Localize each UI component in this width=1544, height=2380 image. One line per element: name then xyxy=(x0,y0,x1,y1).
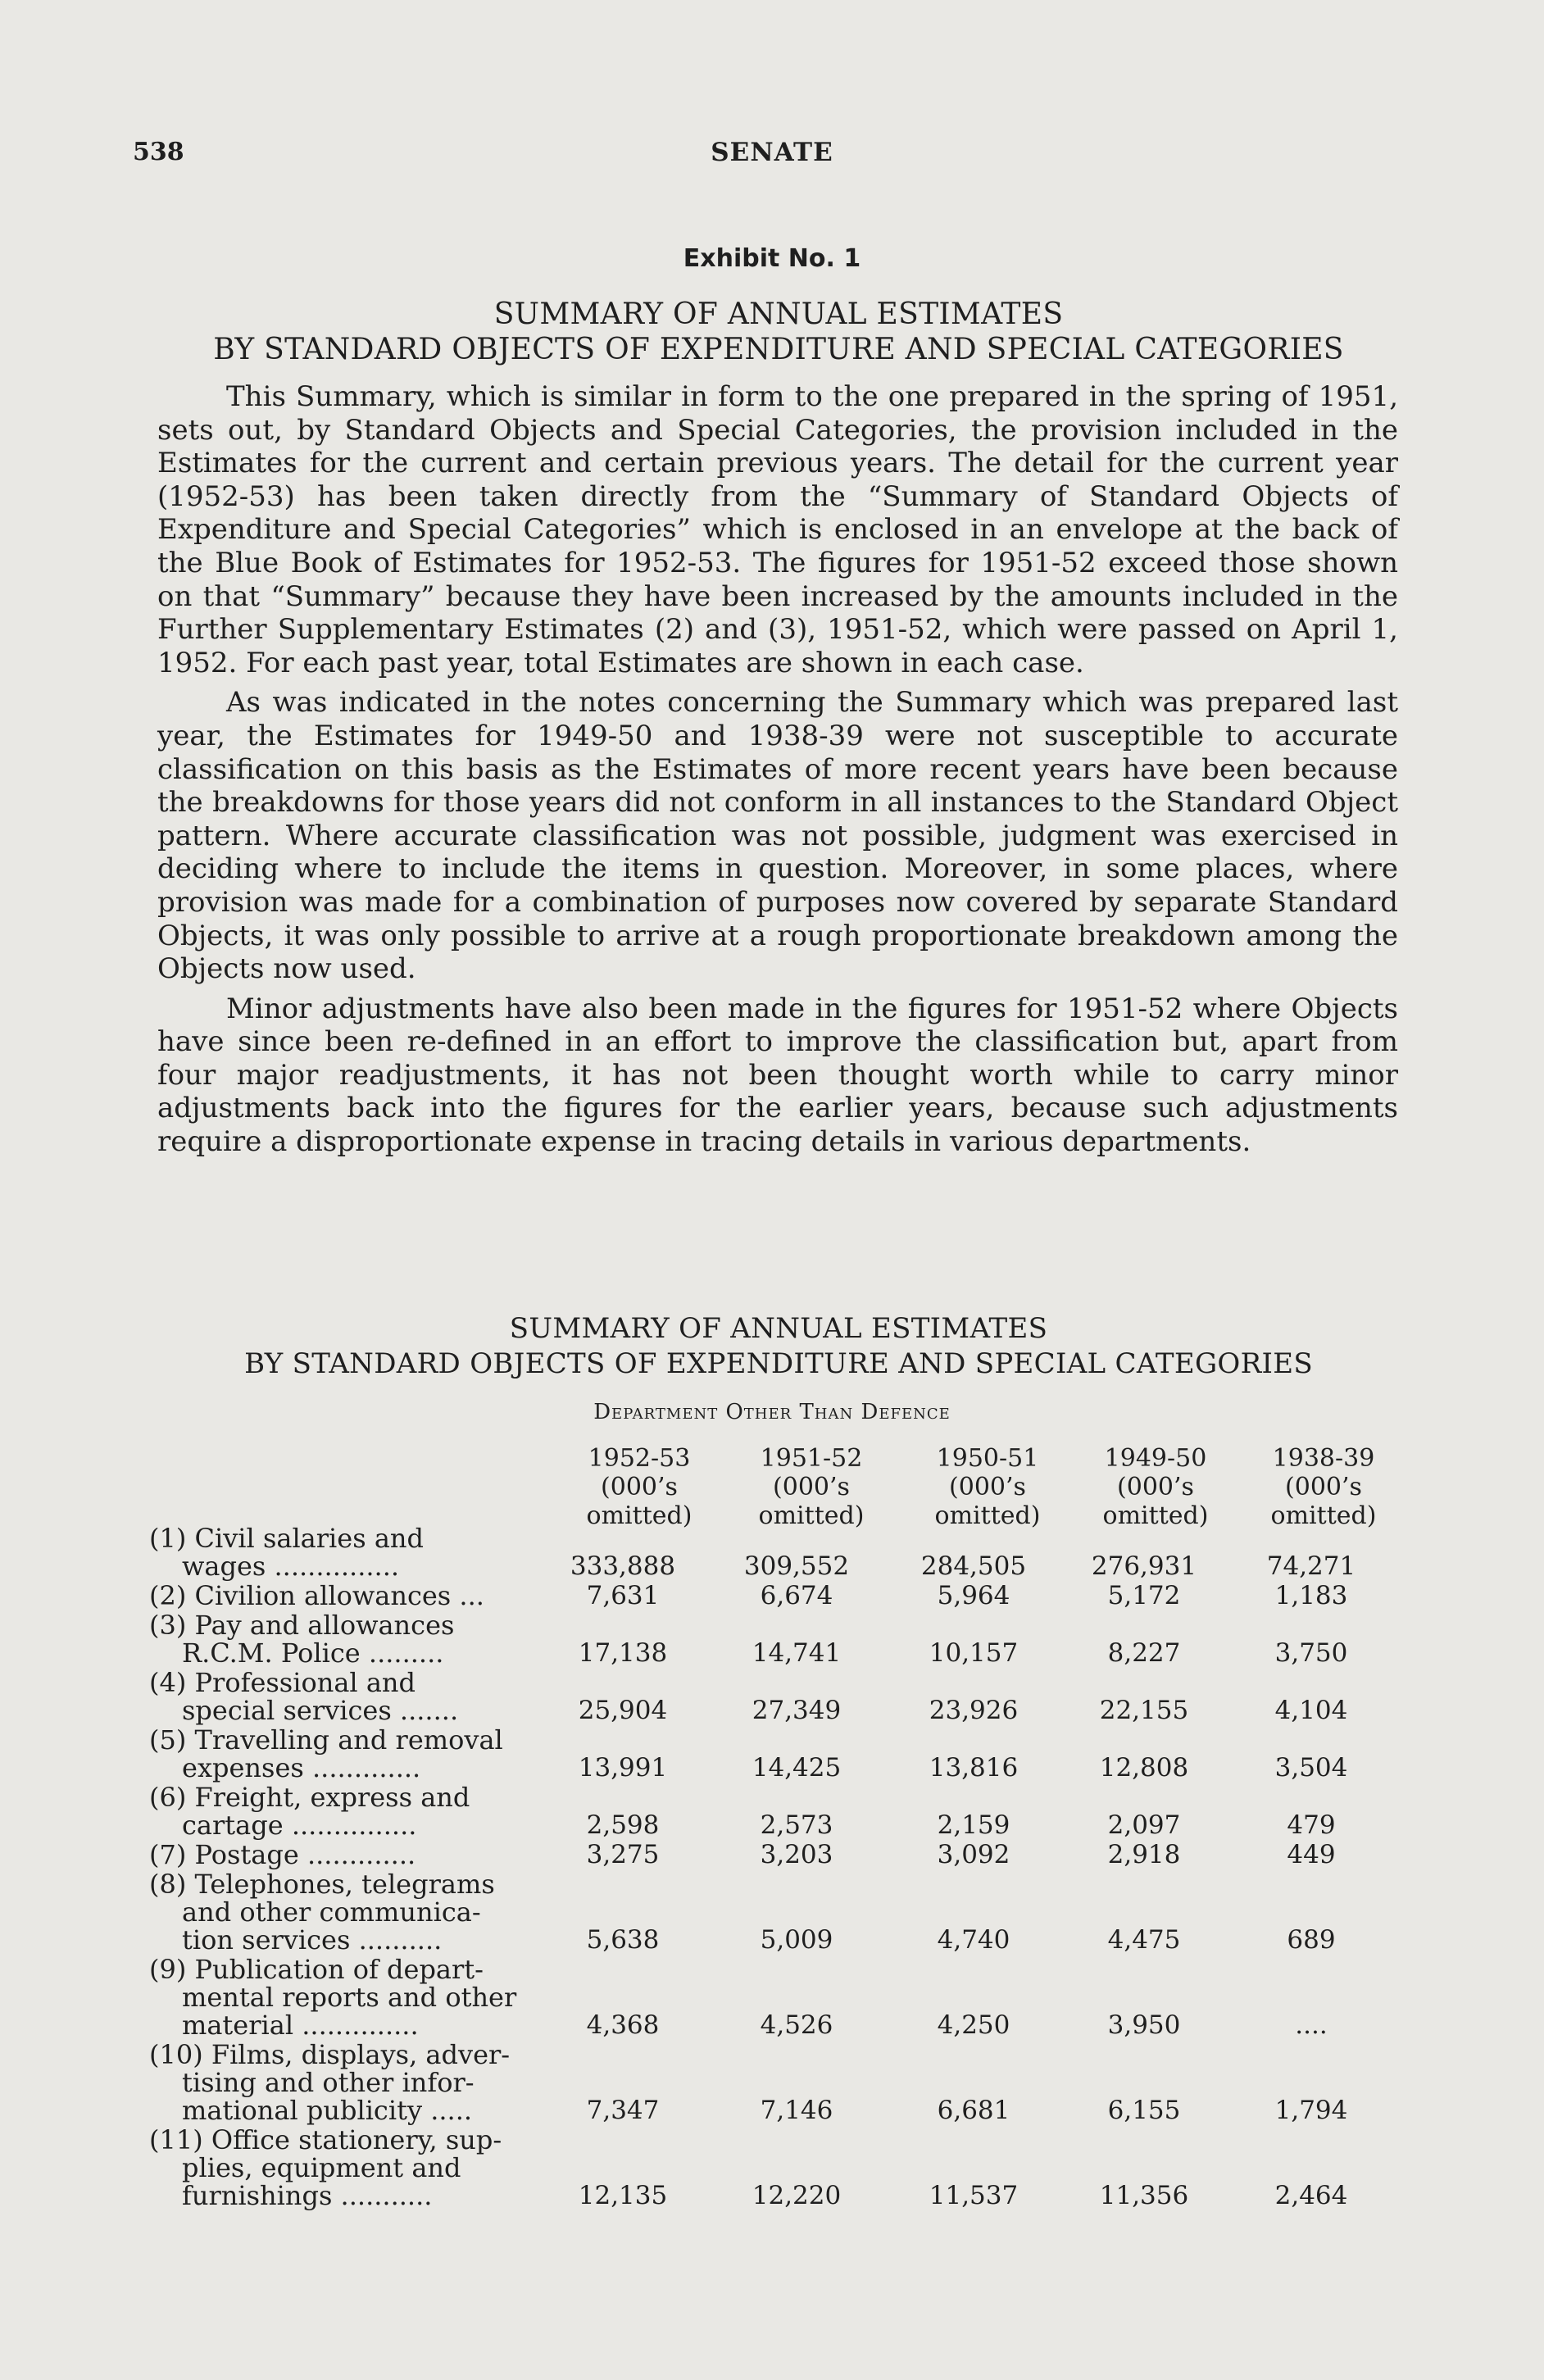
row-label-line: (6) Freight, express and xyxy=(149,1782,470,1813)
cell-value: 4,104 xyxy=(1274,1696,1348,1725)
estimates-table xyxy=(149,1524,1403,2211)
row-label xyxy=(149,1582,534,1610)
row-label-line: (1) Civil salaries and xyxy=(149,1523,424,1554)
cell-value: 6,681 xyxy=(937,2096,1010,2125)
row-label-line: wages ............... xyxy=(182,1551,400,1582)
column-unit: omitted) xyxy=(1102,1501,1209,1530)
paragraph-2: As was indicated in the notes concerning the Summary which was prepared last year, the Estimates for 1949-50 and 1938-39 were not susceptible to accurate classification on this basis as the Estimates of more recent years have been because the breakdowns for those years did not conform in all instances to the Standard Object pattern. Where accurate classification was not possible, judgment was exercised in deciding where to include the items in question. Moreover, in some places, where provision was made for a combination of purposes now covered by separate Standard Objects, it was only possible to arrive at a rough proportionate breakdown among the Objects now used. xyxy=(157,686,1398,986)
row-label-line: (3) Pay and allowances xyxy=(149,1610,455,1641)
cell-value: 10,157 xyxy=(929,1638,1019,1668)
cell-value: 12,808 xyxy=(1099,1753,1189,1783)
row-label-line: (10) Films, displays, adver- xyxy=(149,2039,511,2070)
row-label xyxy=(149,2041,534,2124)
table-row xyxy=(149,2041,1403,2124)
table-row xyxy=(149,1611,1403,1667)
cell-value: 4,740 xyxy=(937,1925,1010,1955)
cell-value: 449 xyxy=(1287,1840,1336,1869)
page-header xyxy=(0,138,1544,179)
cell-value: 12,135 xyxy=(578,2181,668,2210)
cell-value: 2,918 xyxy=(1107,1840,1181,1869)
summary-title-line-1: SUMMARY OF ANNUAL ESTIMATES xyxy=(493,298,1064,331)
row-label-line: material .............. xyxy=(182,2010,419,2041)
cell-value: 5,964 xyxy=(937,1581,1010,1610)
row-label-line: R.C.M. Police ......... xyxy=(182,1637,444,1669)
table-row xyxy=(149,1524,1403,1580)
row-label xyxy=(149,1669,534,1724)
paragraph-3: Minor adjustments have also been made in the figures for 1951-52 where Objects have since been re-defined in an effort to improve the classification but, apart from four major readjustments, it has not been thought worth while to carry minor adjustments back into the figures for the earlier years, because such adjustments require a disproportionate expense in tracing details in various departments. xyxy=(157,992,1398,1159)
cell-value: 4,368 xyxy=(586,2010,660,2040)
row-label-line: plies, equipment and xyxy=(182,2152,461,2183)
row-label-line: (9) Publication of depart- xyxy=(149,1954,484,1985)
table-title-line-2: BY STANDARD OBJECTS OF EXPENDITURE AND SPECIAL CATEGORIES xyxy=(244,1347,1313,1380)
cell-value: .... xyxy=(1295,2010,1328,2040)
cell-value: 1,183 xyxy=(1274,1581,1348,1610)
column-year: 1949-50 xyxy=(1104,1444,1207,1473)
row-label xyxy=(149,1611,534,1667)
cell-value: 5,172 xyxy=(1107,1581,1181,1610)
row-label xyxy=(149,1524,534,1580)
cell-value: 5,638 xyxy=(586,1925,660,1955)
row-label-line: and other communica- xyxy=(182,1896,481,1928)
table-row xyxy=(149,1669,1403,1724)
cell-value: 479 xyxy=(1287,1810,1336,1840)
cell-value: 7,347 xyxy=(586,2096,660,2125)
cell-value: 27,349 xyxy=(752,1696,842,1725)
page-number: 538 xyxy=(133,138,184,166)
row-label-line: (4) Professional and xyxy=(149,1667,416,1698)
cell-value: 3,092 xyxy=(937,1840,1010,1869)
row-label-line: (5) Travelling and removal xyxy=(149,1724,503,1755)
cell-value: 13,816 xyxy=(929,1753,1019,1783)
column-header xyxy=(906,1444,1069,1530)
column-unit: (000’s xyxy=(1285,1473,1362,1501)
row-label-line: tising and other infor- xyxy=(182,2067,475,2098)
cell-value: 2,573 xyxy=(760,1810,833,1840)
column-unit: (000’s xyxy=(1117,1473,1194,1501)
table-row xyxy=(149,1726,1403,1782)
row-label xyxy=(149,1841,534,1869)
cell-value: 8,227 xyxy=(1107,1638,1181,1668)
column-unit: (000’s xyxy=(949,1473,1026,1501)
row-label-line: (2) Civilion allowances ... xyxy=(149,1580,484,1611)
cell-value: 2,464 xyxy=(1274,2181,1348,2210)
cell-value: 284,505 xyxy=(920,1551,1027,1581)
row-label xyxy=(149,1783,534,1839)
table-row xyxy=(149,2126,1403,2210)
row-label-line: (7) Postage ............. xyxy=(149,1839,416,1870)
table-row xyxy=(149,1783,1403,1839)
row-label-line: (8) Telephones, telegrams xyxy=(149,1869,495,1900)
cell-value: 333,888 xyxy=(570,1551,676,1581)
cell-value: 17,138 xyxy=(578,1638,668,1668)
body-text xyxy=(157,380,1398,1165)
cell-value: 309,552 xyxy=(743,1551,850,1581)
row-label-line: tion services .......... xyxy=(182,1924,443,1955)
column-header xyxy=(1242,1444,1405,1530)
row-label xyxy=(149,1955,534,2039)
table-row xyxy=(149,1582,1403,1610)
cell-value: 2,097 xyxy=(1107,1810,1181,1840)
cell-value: 2,598 xyxy=(586,1810,660,1840)
column-year: 1938-39 xyxy=(1272,1444,1375,1473)
cell-value: 3,504 xyxy=(1274,1753,1348,1783)
row-label-line: special services ....... xyxy=(182,1695,459,1726)
table-title-line-1: SUMMARY OF ANNUAL ESTIMATES xyxy=(509,1312,1048,1345)
cell-value: 6,674 xyxy=(760,1581,833,1610)
column-unit: omitted) xyxy=(758,1501,865,1530)
summary-title-line-2: BY STANDARD OBJECTS OF EXPENDITURE AND SPECIAL CATEGORIES xyxy=(213,333,1344,366)
row-label-line: mational publicity ..... xyxy=(182,2095,473,2126)
cell-value: 11,537 xyxy=(929,2181,1019,2210)
column-header xyxy=(729,1444,893,1530)
cell-value: 14,741 xyxy=(752,1638,842,1668)
cell-value: 11,356 xyxy=(1099,2181,1189,2210)
exhibit-label: Exhibit No. 1 xyxy=(683,244,861,273)
column-year: 1951-52 xyxy=(760,1444,863,1473)
cell-value: 3,950 xyxy=(1107,2010,1181,2040)
cell-value: 6,155 xyxy=(1107,2096,1181,2125)
cell-value: 13,991 xyxy=(578,1753,668,1783)
column-unit: (000’s xyxy=(773,1473,850,1501)
row-label xyxy=(149,2126,534,2210)
cell-value: 22,155 xyxy=(1099,1696,1189,1725)
cell-value: 4,475 xyxy=(1107,1925,1181,1955)
cell-value: 3,750 xyxy=(1274,1638,1348,1668)
column-year: 1952-53 xyxy=(588,1444,691,1473)
cell-value: 3,275 xyxy=(586,1840,660,1869)
cell-value: 4,526 xyxy=(760,2010,833,2040)
cell-value: 25,904 xyxy=(578,1696,668,1725)
column-unit: omitted) xyxy=(586,1501,693,1530)
row-label-line: expenses ............. xyxy=(182,1752,421,1783)
column-unit: omitted) xyxy=(1270,1501,1377,1530)
cell-value: 7,146 xyxy=(760,2096,833,2125)
cell-value: 23,926 xyxy=(929,1696,1019,1725)
table-title xyxy=(156,1311,1401,1382)
cell-value: 7,631 xyxy=(586,1581,660,1610)
column-unit: omitted) xyxy=(934,1501,1041,1530)
department-subtitle: Department Other Than Defence xyxy=(593,1400,951,1424)
paragraph-1: This Summary, which is similar in form to the one prepared in the spring of 1951, sets out, by Standard Objects and Special Categories, the provision included in the Estimates for the current and certain previous years. The detail for the current year (1952-53) has been taken directly from the “Summary of Standard Objects of Expenditure and Special Categories” which is enclosed in an envelope at the back of the Blue Book of Estimates for 1952-53. The figures for 1951-52 exceed those shown on that “Summary” because they have been increased by the amounts included in the Further Supplementary Estimates (2) and (3), 1951-52, which were passed on April 1, 1952. For each past year, total Estimates are shown in each case. xyxy=(157,380,1398,679)
cell-value: 4,250 xyxy=(937,2010,1010,2040)
table-row xyxy=(149,1955,1403,2039)
cell-value: 3,203 xyxy=(760,1840,833,1869)
cell-value: 5,009 xyxy=(760,1925,833,1955)
column-header xyxy=(1074,1444,1237,1530)
row-label xyxy=(149,1870,534,1954)
table-row xyxy=(149,1841,1403,1869)
row-label xyxy=(149,1726,534,1782)
row-label-line: (11) Office stationery, sup- xyxy=(149,2124,502,2155)
column-unit: (000’s xyxy=(601,1473,678,1501)
summary-title xyxy=(156,297,1401,367)
cell-value: 12,220 xyxy=(752,2181,842,2210)
cell-value: 2,159 xyxy=(937,1810,1010,1840)
cell-value: 689 xyxy=(1287,1925,1336,1955)
row-label-line: furnishings ........... xyxy=(182,2180,433,2211)
running-head: SENATE xyxy=(711,138,833,167)
cell-value: 74,271 xyxy=(1266,1551,1356,1581)
cell-value: 1,794 xyxy=(1274,2096,1348,2125)
row-label-line: cartage ............... xyxy=(182,1810,417,1841)
row-label-line: mental reports and other xyxy=(182,1982,517,2013)
column-year: 1950-51 xyxy=(936,1444,1039,1473)
cell-value: 14,425 xyxy=(752,1753,842,1783)
column-header xyxy=(557,1444,721,1530)
cell-value: 276,931 xyxy=(1091,1551,1197,1581)
table-row xyxy=(149,1870,1403,1954)
